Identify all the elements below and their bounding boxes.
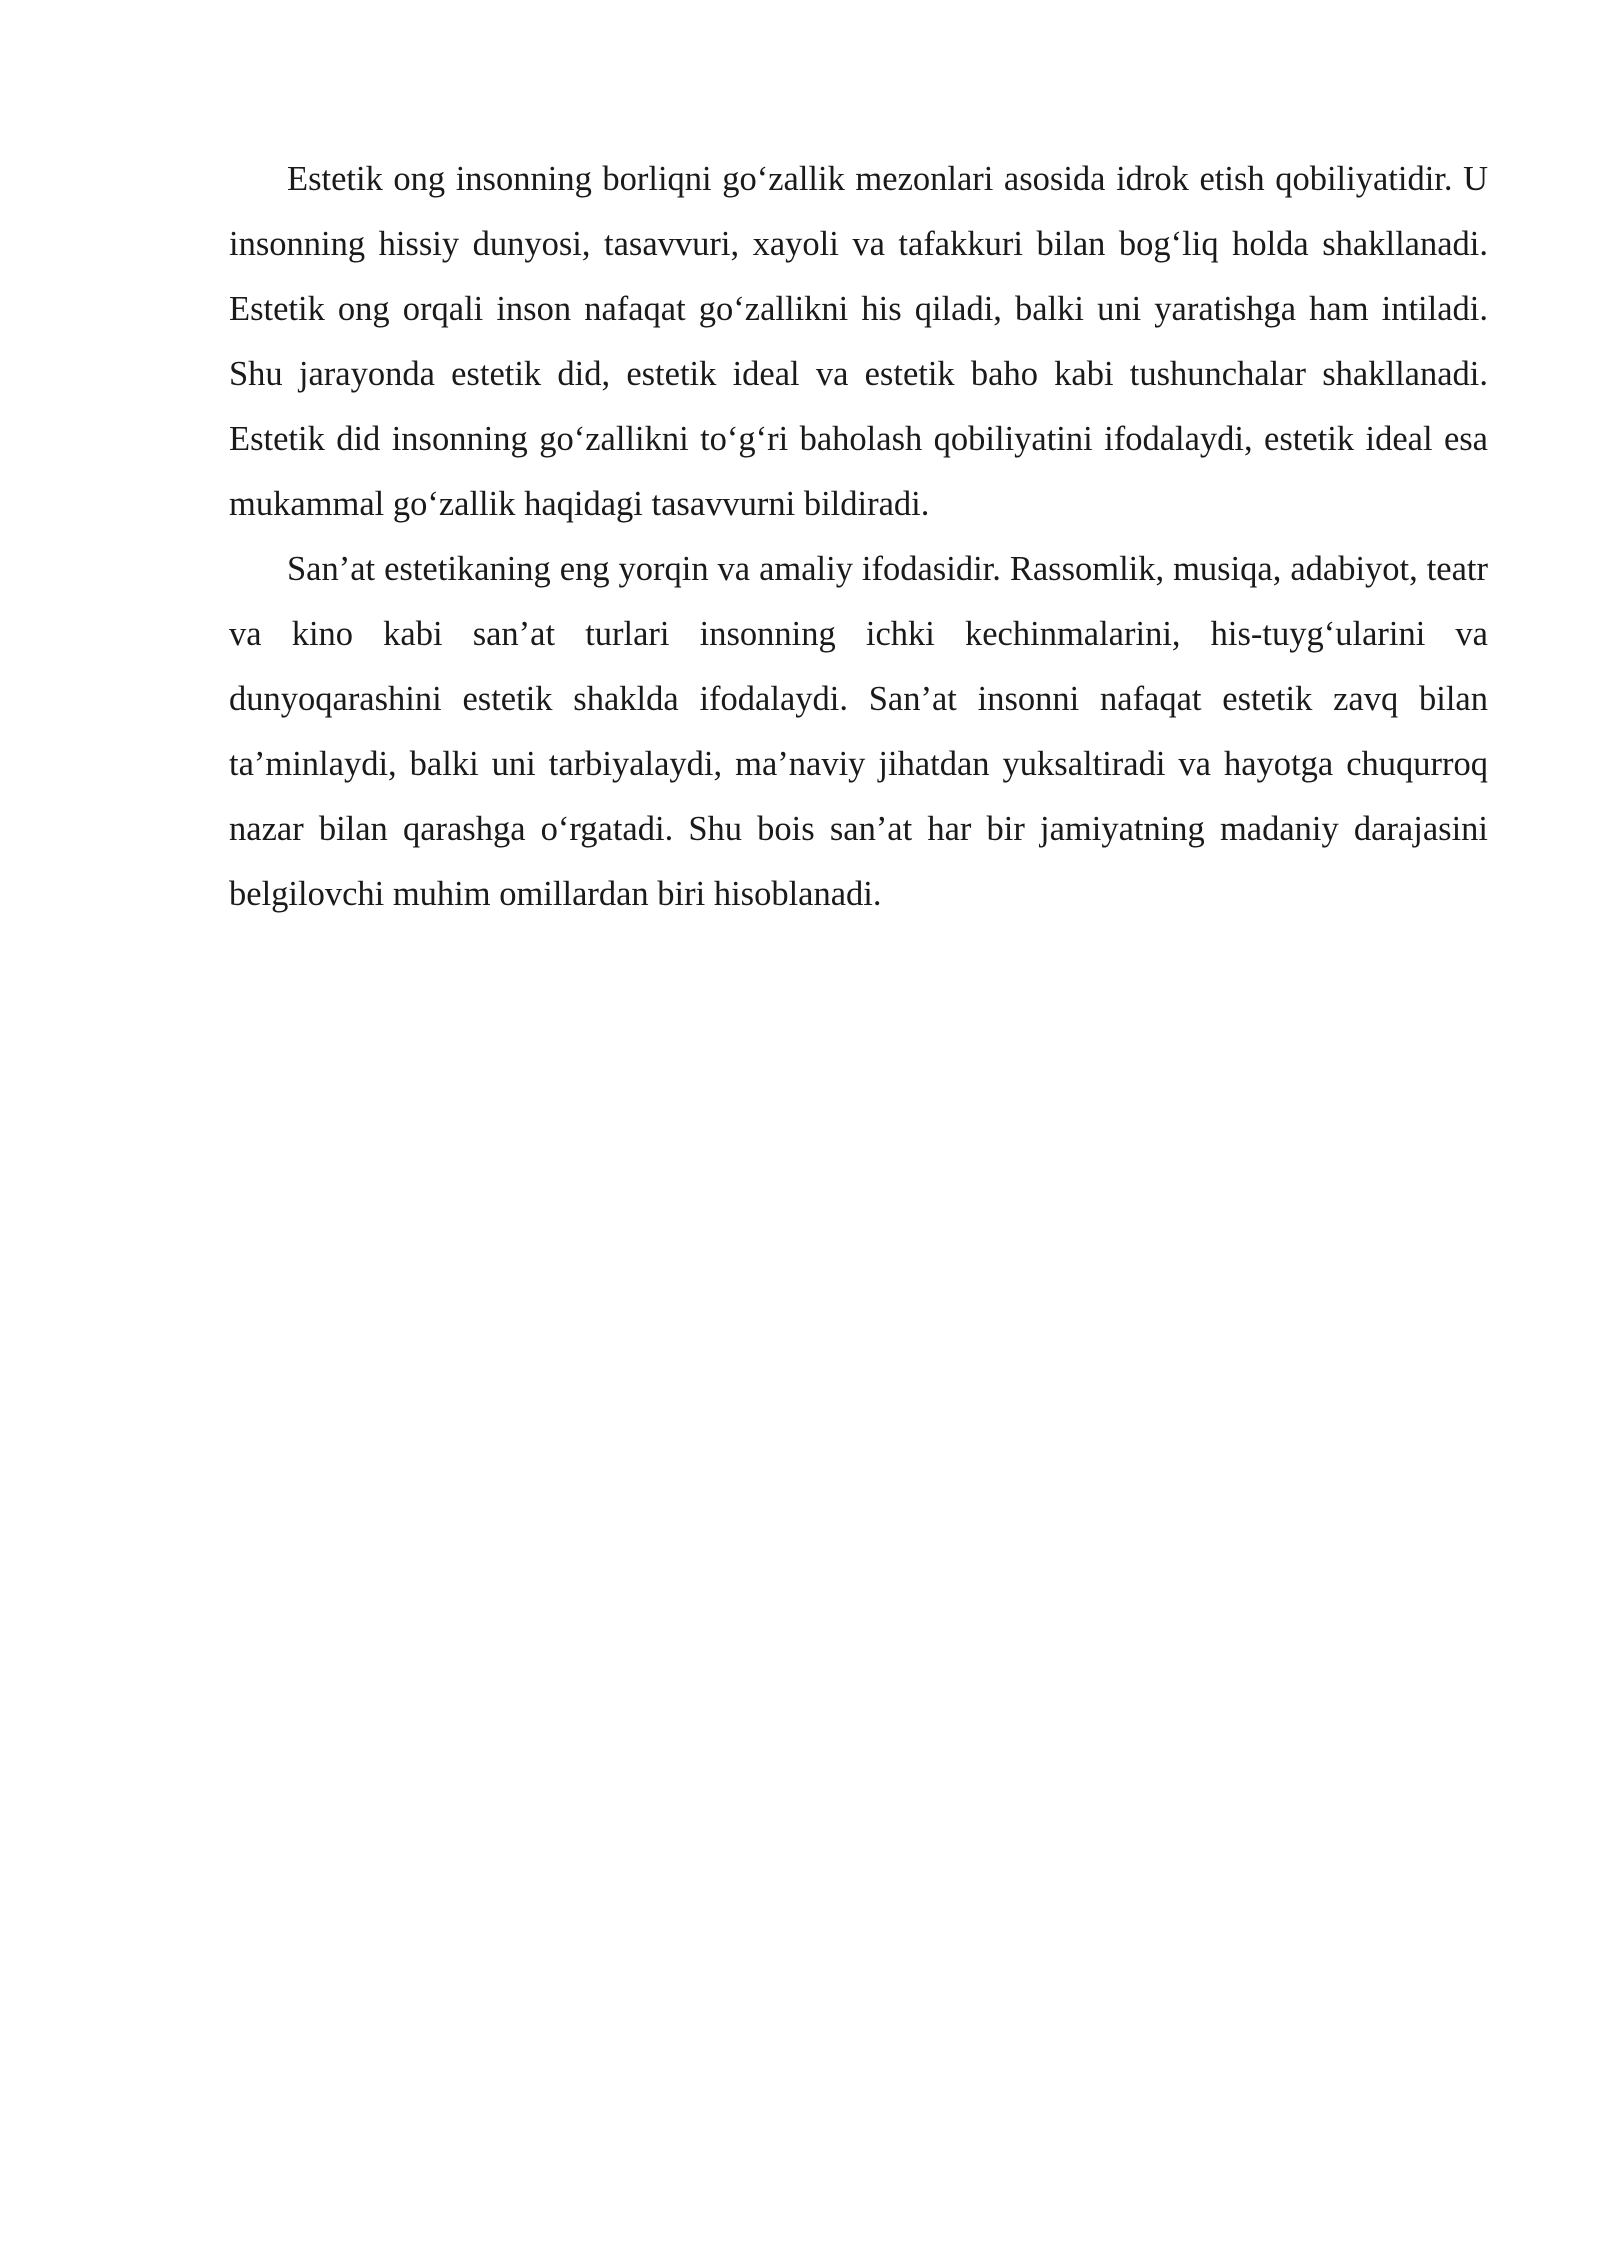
paragraph-art: San’at estetikaning eng yorqin va amaliy ifodasidir. Rassomlik, musiqa, adabiyot, teatr va kino kabi san’at turlari insonning ichki kechinmalarini, his-tuyg‘ularini va dunyoqarashini estetik shaklda ifodalaydi. San’at insonni nafaqat estetik zavq bilan ta’minlaydi, balki uni tarbiyalaydi, ma’naviy jihatdan yuksaltiradi va hayotga chuqurroq nazar bilan qarashga o‘rgatadi. Shu bois san’at har bir jamiyatning madaniy darajasini belgilovchi muhim omillardan biri hisoblanadi.	[229, 550, 1488, 913]
paragraph-aesthetic-consciousness: Estetik ong insonning borliqni go‘zallik mezonlari asosida idrok etish qobiliyatidir. U insonning hissiy dunyosi, tasavvuri, xayoli va tafakkuri bilan bog‘liq holda shakllanadi. Estetik ong orqali inson nafaqat go‘zallikni his qiladi, balki uni yaratishga ham intiladi. Shu jarayonda estetik did, estetik ideal va estetik baho kabi tushunchalar shakllanadi. Estetik did insonning go‘zallikni to‘g‘ri baholash qobiliyatini ifodalaydi, estetik ideal esa mukammal go‘zallik haqidagi tasavvurni bildiradi.	[229, 160, 1488, 523]
document-body	[229, 147, 1488, 927]
